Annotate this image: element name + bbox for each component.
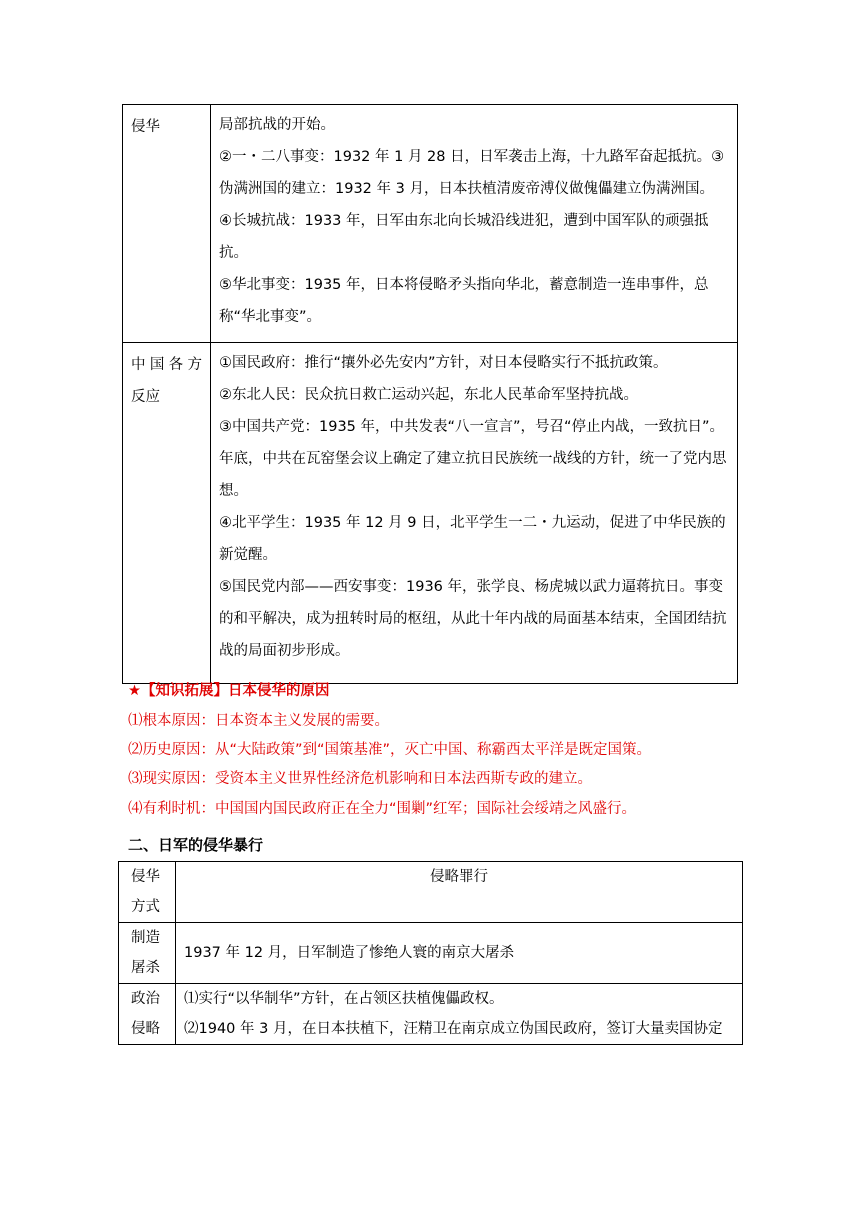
table-header-row: [119, 862, 743, 923]
paragraph: ③中国共产党：1935 年，中共发表“八一宣言”，号召“停止内战，一致抗日”。年底，中共在瓦窑堡会议上确定了建立抗日民族统一战线的方针，统一了党内思想。: [219, 419, 727, 499]
paragraph: ④长城抗战：1933 年，日军由东北向长城沿线进犯，遭到中国军队的顽强抵抗。: [219, 213, 709, 261]
row-content: [176, 923, 743, 984]
table-row: [119, 923, 743, 984]
row-label-text: 政治: [131, 991, 160, 1007]
extension-item: ⑴根本原因：日本资本主义发展的需要。: [128, 713, 389, 729]
row-label-text: 制造: [131, 930, 160, 946]
paragraph: 局部抗战的开始。: [219, 117, 335, 133]
section-heading: 二、日军的侵华暴行: [128, 836, 264, 854]
extension-item: ⑷有利时机：中国国内国民政府正在全力“围剿”红军；国际社会绥靖之风盛行。: [128, 801, 637, 817]
extension-title: ★【知识拓展】日本侵华的原因: [128, 683, 330, 699]
row-label: [119, 984, 176, 1045]
row-content: [211, 105, 738, 343]
header-content: 侵略罪行: [176, 862, 743, 923]
row-label-text: 侵略: [131, 1021, 160, 1037]
paragraph: ⑤国民党内部——西安事变：1936 年，张学良、杨虎城以武力逼蒋抗日。事变的和平解决，成为扭转时局的枢纽，从此十年内战的局面基本结束，全国团结抗战的局面初步形成。: [219, 579, 727, 659]
row-label-text: 屠杀: [131, 960, 160, 976]
extension-item: ⑶现实原因：受资本主义世界性经济危机影响和日本法西斯专政的建立。: [128, 771, 592, 787]
header-label-text: 方式: [131, 899, 160, 915]
extension-item: ⑵历史原因：从“大陆政策”到“国策基准”，灭亡中国、称霸西太平洋是既定国策。: [128, 742, 652, 758]
atrocities-table: [118, 861, 743, 1045]
row-label-text: 反应: [131, 389, 160, 405]
paragraph: ①国民政府：推行“攘外必先安内”方针，对日本侵略实行不抵抗政策。: [219, 355, 668, 371]
table-row: [119, 984, 743, 1045]
paragraph: ②东北人民：民众抗日救亡运动兴起，东北人民革命军坚持抗战。: [219, 387, 638, 403]
row-label-text: 侵华: [131, 119, 160, 135]
aggression-table: [122, 104, 738, 684]
row-text: ⑵1940 年 3 月，在日本扶植下，汪精卫在南京成立伪国民政府，签订大量卖国协定: [184, 1021, 723, 1037]
paragraph: ④北平学生：1935 年 12 月 9 日，北平学生一二・九运动，促进了中华民族的新觉醒。: [219, 515, 726, 563]
header-label-text: 侵华: [131, 869, 160, 885]
row-label-text: 中国各方: [131, 357, 202, 373]
row-text: 1937 年 12 月，日军制造了惨绝人寰的南京大屠杀: [184, 945, 515, 961]
table-row: [123, 105, 738, 343]
paragraph: ⑤华北事变：1935 年，日本将侵略矛头指向华北，蓄意制造一连串事件，总称“华北事变”。: [219, 277, 709, 325]
row-label: [119, 923, 176, 984]
row-text: ⑴实行“以华制华”方针，在占领区扶植傀儡政权。: [184, 991, 504, 1007]
row-label: [123, 343, 211, 684]
row-label: [123, 105, 211, 343]
header-label: [119, 862, 176, 923]
row-content: [211, 343, 738, 684]
paragraph: ②一・二八事变：1932 年 1 月 28 日，日军袭击上海，十九路军奋起抵抗。③伪满洲国的建立：1932 年 3 月，日本扶植清废帝溥仪做傀儡建立伪满洲国。: [219, 149, 725, 197]
row-content: [176, 984, 743, 1045]
table-row: [123, 343, 738, 684]
